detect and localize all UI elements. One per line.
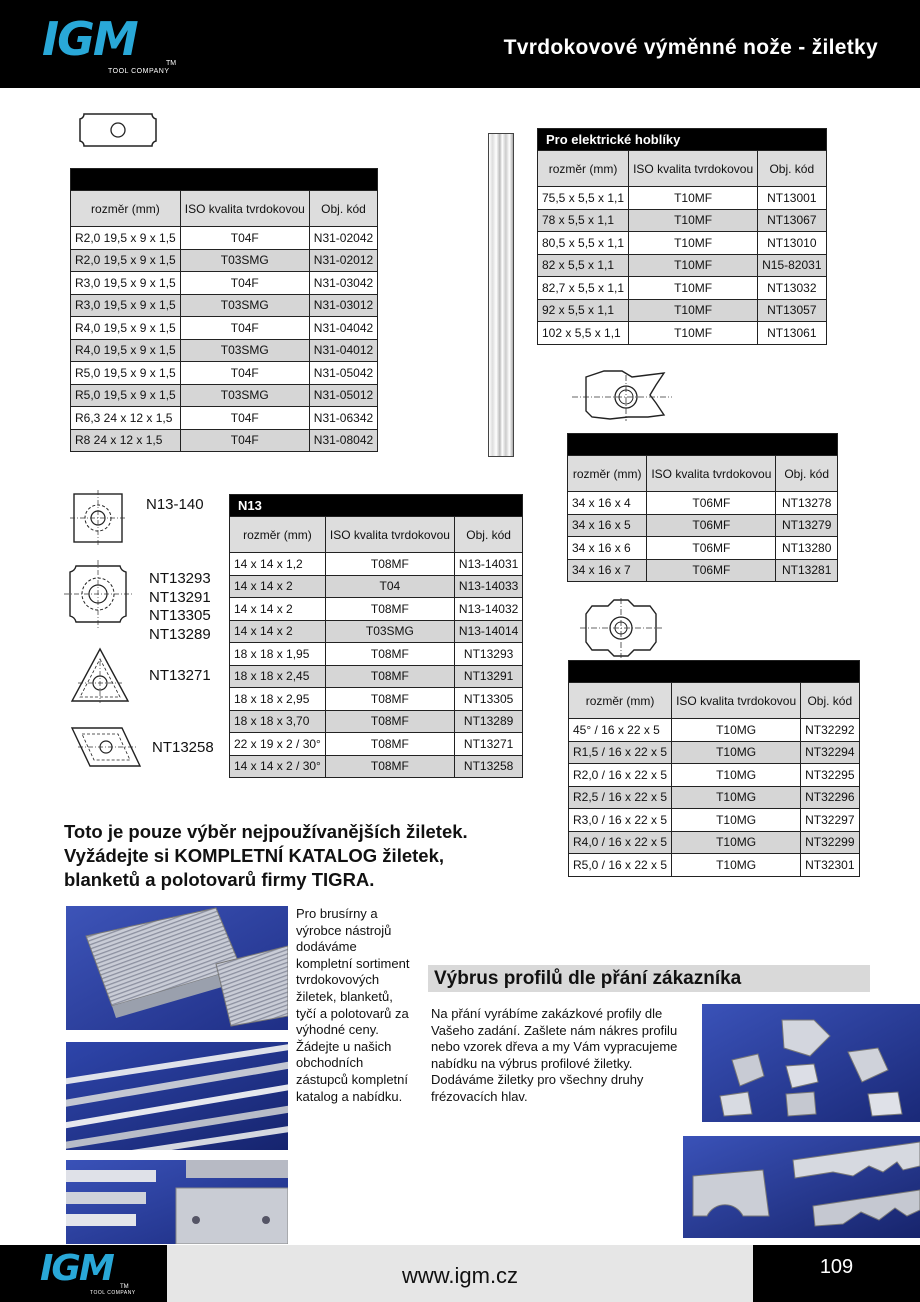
promo-line: Toto je pouze výběr nejpoužívanějších žiletek. xyxy=(64,821,468,842)
table-row xyxy=(230,643,523,666)
cell-code: NT32299 xyxy=(801,831,859,854)
cell-iso: T04F xyxy=(180,429,309,452)
cell-size: R6,3 24 x 12 x 1,5 xyxy=(71,407,181,430)
cell-size: R3,0 19,5 x 9 x 1,5 xyxy=(71,272,181,295)
cell-size: 18 x 18 x 2,45 xyxy=(230,665,326,688)
label-square-insert: N13-140 xyxy=(146,496,204,513)
col-code: Obj. kód xyxy=(454,517,522,553)
cell-iso: T06MF xyxy=(647,559,776,582)
cell-iso: T04F xyxy=(180,272,309,295)
cell-code: NT13271 xyxy=(454,733,522,756)
rods-photo xyxy=(66,1042,288,1150)
cell-iso: T10MG xyxy=(672,764,801,787)
table-row xyxy=(568,537,838,560)
table-row xyxy=(568,492,838,515)
rhombus-insert-drawing xyxy=(68,722,144,772)
table-title xyxy=(569,661,860,683)
triangle-insert-drawing xyxy=(68,645,132,705)
table-row xyxy=(230,688,523,711)
cell-code: NT32297 xyxy=(801,809,859,832)
page-number: 109 xyxy=(819,1256,854,1278)
table-title xyxy=(71,169,378,191)
col-size: rozměr (mm) xyxy=(230,517,326,553)
radius-knife-drawing xyxy=(78,110,158,150)
col-size: rozměr (mm) xyxy=(568,456,647,492)
table-row xyxy=(230,665,523,688)
custom-profile-text: Na přání vyrábíme zakázkové profily dle Vašeho zadání. Zašlete nám nákres profilu nebo vzorek dřeva a my Vám vypracujeme nabídku na výbrus profilové žiletky. Dodáváme žiletky pro všechny druhy frézovacích hlav. xyxy=(431,1006,678,1104)
table-row xyxy=(569,786,860,809)
cell-code: N31-04042 xyxy=(309,317,377,340)
website-link[interactable]: www.igm.cz xyxy=(401,1263,519,1288)
cell-code: NT13061 xyxy=(758,322,826,345)
table-row xyxy=(538,299,827,322)
cell-size: 14 x 14 x 2 / 30° xyxy=(230,755,326,778)
label-code: NT13293 xyxy=(149,570,211,587)
table-row xyxy=(568,514,838,537)
col-code: Obj. kód xyxy=(776,456,838,492)
cell-iso: T10MG xyxy=(672,741,801,764)
cell-code: NT13258 xyxy=(454,755,522,778)
cell-code: N13-14033 xyxy=(454,575,522,598)
table-row xyxy=(71,407,378,430)
cell-iso: T08MF xyxy=(325,688,454,711)
page-title: Tvrdokovové výměnné nože - žiletky xyxy=(503,36,878,59)
cell-code: NT13291 xyxy=(454,665,522,688)
table-row xyxy=(230,575,523,598)
table-row xyxy=(71,272,378,295)
cell-iso: T10MF xyxy=(629,299,758,322)
table-electric-planers xyxy=(537,128,827,345)
cell-size: 34 x 16 x 4 xyxy=(568,492,647,515)
cell-iso: T10MF xyxy=(629,187,758,210)
cell-iso: T10MF xyxy=(629,254,758,277)
cell-iso: T04 xyxy=(325,575,454,598)
cell-iso: T10MG xyxy=(672,719,801,742)
cell-iso: T08MF xyxy=(325,733,454,756)
cell-code: N31-05042 xyxy=(309,362,377,385)
cell-iso: T06MF xyxy=(647,514,776,537)
cell-code: NT13305 xyxy=(454,688,522,711)
cell-iso: T04F xyxy=(180,317,309,340)
promo-line: Vyžádejte si KOMPLETNÍ KATALOG žiletek, xyxy=(64,845,444,866)
cell-iso: T08MF xyxy=(325,710,454,733)
igm-logo[interactable] xyxy=(42,12,182,82)
table-row xyxy=(569,809,860,832)
cell-code: NT32301 xyxy=(801,854,859,877)
logo-text: IGM xyxy=(40,1248,113,1289)
cell-code: N31-03012 xyxy=(309,294,377,317)
logo-tagline: TOOL COMPANY xyxy=(90,1290,136,1296)
table-row xyxy=(569,831,860,854)
catalog-promo xyxy=(64,820,468,892)
table-row xyxy=(71,339,378,362)
symmetric-knife-drawing xyxy=(578,598,664,658)
table-row xyxy=(71,429,378,452)
cell-code: NT13289 xyxy=(454,710,522,733)
cell-size: R2,0 19,5 x 9 x 1,5 xyxy=(71,227,181,250)
cell-code: N31-02042 xyxy=(309,227,377,250)
cell-size: 78 x 5,5 x 1,1 xyxy=(538,209,629,232)
cell-code: N31-03042 xyxy=(309,272,377,295)
planer-blade-drawing xyxy=(488,133,514,457)
table-row xyxy=(538,209,827,232)
cell-size: 18 x 18 x 2,95 xyxy=(230,688,326,711)
label-code: NT13289 xyxy=(149,625,211,643)
table-row xyxy=(71,249,378,272)
cell-code: NT13067 xyxy=(758,209,826,232)
col-iso: ISO kvalita tvrdokovou xyxy=(629,151,758,187)
cell-code: N13-14031 xyxy=(454,553,522,576)
cell-size: 34 x 16 x 5 xyxy=(568,514,647,537)
col-size: rozměr (mm) xyxy=(569,683,672,719)
col-code: Obj. kód xyxy=(758,151,826,187)
cell-size: R4,0 / 16 x 22 x 5 xyxy=(569,831,672,854)
cell-code: NT13279 xyxy=(776,514,838,537)
cell-size: 18 x 18 x 1,95 xyxy=(230,643,326,666)
table-profile-nt1327 xyxy=(567,433,838,582)
round-insert-drawing xyxy=(64,560,132,628)
cell-iso: T10MF xyxy=(629,209,758,232)
table-row xyxy=(71,227,378,250)
table-row xyxy=(538,254,827,277)
table-row xyxy=(538,187,827,210)
cell-code: N13-14032 xyxy=(454,598,522,621)
header-bar xyxy=(0,0,920,88)
cell-code: N31-06342 xyxy=(309,407,377,430)
cell-iso: T03SMG xyxy=(180,249,309,272)
cell-size: 80,5 x 5,5 x 1,1 xyxy=(538,232,629,255)
table-row xyxy=(569,764,860,787)
profile-knives-photo xyxy=(702,1004,920,1122)
table-row xyxy=(71,317,378,340)
cell-iso: T06MF xyxy=(647,492,776,515)
table-row xyxy=(230,598,523,621)
cell-code: N15-82031 xyxy=(758,254,826,277)
table-row xyxy=(569,741,860,764)
profile-knife-drawing xyxy=(568,365,674,425)
plates-photo xyxy=(66,1160,288,1244)
cell-code: NT13010 xyxy=(758,232,826,255)
cell-size: 75,5 x 5,5 x 1,1 xyxy=(538,187,629,210)
logo-tagline: TOOL COMPANY xyxy=(108,68,170,75)
table-row xyxy=(230,733,523,756)
cell-code: NT13057 xyxy=(758,299,826,322)
table-n13 xyxy=(229,494,523,778)
cell-iso: T10MG xyxy=(672,854,801,877)
cell-size: 22 x 19 x 2 / 30° xyxy=(230,733,326,756)
cell-size: 34 x 16 x 6 xyxy=(568,537,647,560)
cell-iso: T08MF xyxy=(325,553,454,576)
cell-size: 14 x 14 x 1,2 xyxy=(230,553,326,576)
table-row xyxy=(71,362,378,385)
cell-code: N31-05012 xyxy=(309,384,377,407)
cell-size: R1,5 / 16 x 22 x 5 xyxy=(569,741,672,764)
logo-tm: TM xyxy=(120,1284,129,1290)
cell-size: 18 x 18 x 3,70 xyxy=(230,710,326,733)
cell-size: 14 x 14 x 2 xyxy=(230,575,326,598)
col-iso: ISO kvalita tvrdokovou xyxy=(672,683,801,719)
cell-size: R2,0 / 16 x 22 x 5 xyxy=(569,764,672,787)
cell-size: R4,0 19,5 x 9 x 1,5 xyxy=(71,317,181,340)
cell-iso: T10MF xyxy=(629,232,758,255)
logo-text: IGM xyxy=(42,12,137,66)
cell-code: N31-02012 xyxy=(309,249,377,272)
cell-iso: T04F xyxy=(180,227,309,250)
table-radius-knives xyxy=(70,168,378,452)
cell-iso: T08MF xyxy=(325,665,454,688)
table-profile-nt322 xyxy=(568,660,860,877)
col-code: Obj. kód xyxy=(309,191,377,227)
cell-code: NT13280 xyxy=(776,537,838,560)
label-rhombus-insert: NT13258 xyxy=(152,739,214,756)
table-title xyxy=(568,434,838,456)
cell-code: NT13278 xyxy=(776,492,838,515)
blanks-photo xyxy=(66,906,288,1030)
cell-code: NT32292 xyxy=(801,719,859,742)
label-code: NT13291 xyxy=(149,588,211,606)
cell-size: 102 x 5,5 x 1,1 xyxy=(538,322,629,345)
col-iso: ISO kvalita tvrdokovou xyxy=(647,456,776,492)
cell-code: NT13293 xyxy=(454,643,522,666)
cell-iso: T03SMG xyxy=(180,339,309,362)
cell-code: N13-14014 xyxy=(454,620,522,643)
cell-size: R3,0 19,5 x 9 x 1,5 xyxy=(71,294,181,317)
cell-size: 14 x 14 x 2 xyxy=(230,598,326,621)
footer-igm-logo[interactable] xyxy=(40,1248,140,1300)
side-text: Pro brusírny a výrobce nástrojů dodáváme kompletní sortiment tvrdokovových žiletek, blanketů, tyčí a polotovarů za výhodné ceny. Žádejte u našich obchodních zástupců kompletní katalog a nabídku. xyxy=(296,906,410,1104)
cell-code: NT32295 xyxy=(801,764,859,787)
cell-size: R4,0 19,5 x 9 x 1,5 xyxy=(71,339,181,362)
table-row xyxy=(71,384,378,407)
cell-size: 82 x 5,5 x 1,1 xyxy=(538,254,629,277)
cell-code: NT32294 xyxy=(801,741,859,764)
cell-code: NT13032 xyxy=(758,277,826,300)
table-row xyxy=(569,854,860,877)
table-row xyxy=(230,710,523,733)
cell-size: R5,0 / 16 x 22 x 5 xyxy=(569,854,672,877)
table-row xyxy=(538,322,827,345)
table-row xyxy=(569,719,860,742)
cell-size: 82,7 x 5,5 x 1,1 xyxy=(538,277,629,300)
cell-iso: T10MG xyxy=(672,809,801,832)
table-row xyxy=(71,294,378,317)
table-row xyxy=(230,553,523,576)
cell-size: 45° / 16 x 22 x 5 xyxy=(569,719,672,742)
cell-code: NT13001 xyxy=(758,187,826,210)
cell-code: NT13281 xyxy=(776,559,838,582)
label-round-insert xyxy=(149,570,211,644)
cell-iso: T10MF xyxy=(629,322,758,345)
cell-size: R5,0 19,5 x 9 x 1,5 xyxy=(71,384,181,407)
cell-code: NT32296 xyxy=(801,786,859,809)
square-insert-drawing xyxy=(70,490,126,546)
footer-page-area xyxy=(753,1245,920,1302)
table-title: Pro elektrické hoblíky xyxy=(538,129,827,151)
table-row xyxy=(538,277,827,300)
table-row xyxy=(538,232,827,255)
col-iso: ISO kvalita tvrdokovou xyxy=(325,517,454,553)
cell-iso: T08MF xyxy=(325,643,454,666)
footer-url-bar xyxy=(167,1245,753,1302)
cell-size: R2,5 / 16 x 22 x 5 xyxy=(569,786,672,809)
cell-code: N31-08042 xyxy=(309,429,377,452)
promo-line: blanketů a polotovarů firmy TIGRA. xyxy=(64,869,375,890)
col-code: Obj. kód xyxy=(801,683,859,719)
table-title: N13 xyxy=(230,495,523,517)
cell-size: 92 x 5,5 x 1,1 xyxy=(538,299,629,322)
profile-blanks-photo xyxy=(683,1136,920,1238)
cell-size: R5,0 19,5 x 9 x 1,5 xyxy=(71,362,181,385)
cell-size: R3,0 / 16 x 22 x 5 xyxy=(569,809,672,832)
custom-profile-title: Výbrus profilů dle přání zákazníka xyxy=(428,965,870,992)
cell-size: 14 x 14 x 2 xyxy=(230,620,326,643)
cell-iso: T08MF xyxy=(325,755,454,778)
col-iso: ISO kvalita tvrdokovou xyxy=(180,191,309,227)
cell-iso: T04F xyxy=(180,362,309,385)
table-row xyxy=(568,559,838,582)
cell-size: R8 24 x 12 x 1,5 xyxy=(71,429,181,452)
cell-iso: T10MF xyxy=(629,277,758,300)
cell-iso: T06MF xyxy=(647,537,776,560)
table-row xyxy=(230,755,523,778)
col-size: rozměr (mm) xyxy=(538,151,629,187)
cell-iso: T03SMG xyxy=(180,294,309,317)
table-row xyxy=(230,620,523,643)
cell-iso: T10MG xyxy=(672,786,801,809)
cell-iso: T08MF xyxy=(325,598,454,621)
footer-logo-area xyxy=(0,1245,167,1302)
label-triangle-insert: NT13271 xyxy=(149,667,211,684)
cell-size: R2,0 19,5 x 9 x 1,5 xyxy=(71,249,181,272)
col-size: rozměr (mm) xyxy=(71,191,181,227)
cell-iso: T03SMG xyxy=(325,620,454,643)
cell-code: N31-04012 xyxy=(309,339,377,362)
cell-iso: T04F xyxy=(180,407,309,430)
cell-iso: T03SMG xyxy=(180,384,309,407)
logo-tm: TM xyxy=(166,60,177,67)
cell-size: 34 x 16 x 7 xyxy=(568,559,647,582)
cell-iso: T10MG xyxy=(672,831,801,854)
label-code: NT13305 xyxy=(149,607,211,624)
